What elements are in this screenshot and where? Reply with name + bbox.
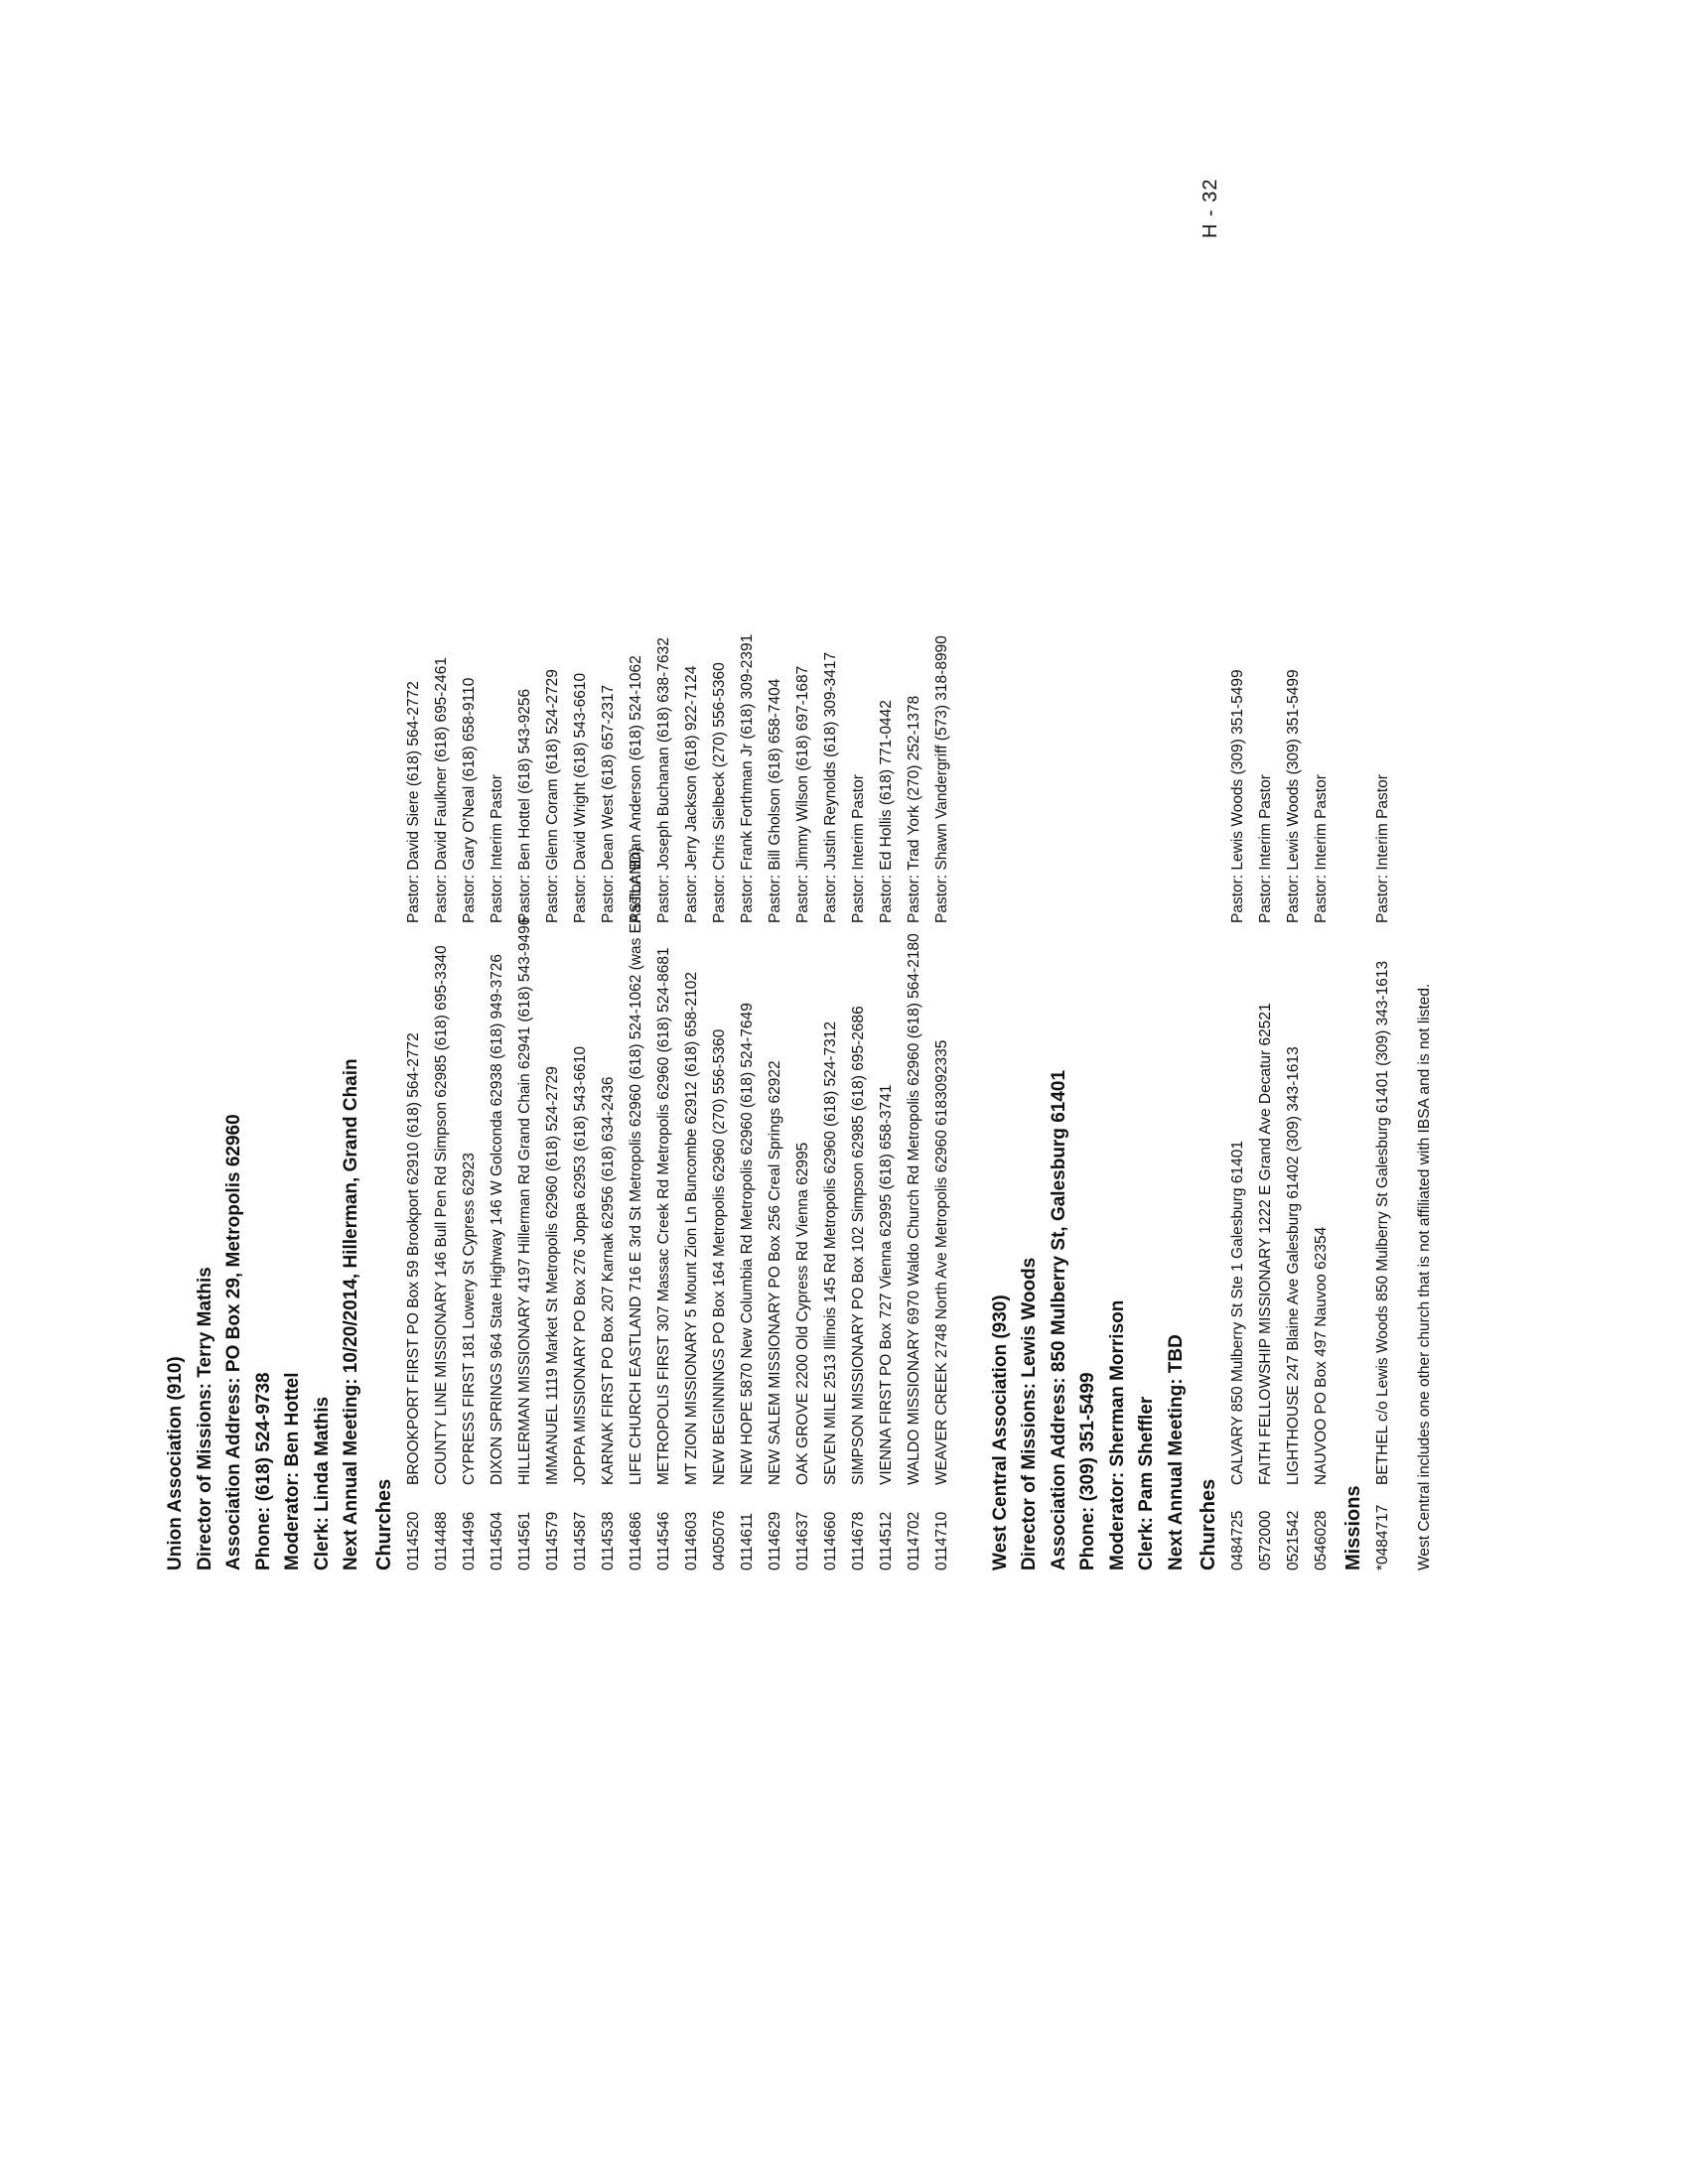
pastor-info: Pastor: Interim Pastor <box>488 774 505 923</box>
church-info: NEW SALEM MISSIONARY PO Box 256 Creal Springs 62922 <box>766 1060 783 1485</box>
church-row <box>845 151 873 1570</box>
pastor-info: Pastor: Trad York (270) 252-1378 <box>905 695 922 923</box>
moderator: Moderator: Ben Hottel <box>282 1372 303 1570</box>
church-id: 0114561 <box>515 1511 533 1570</box>
church-row <box>706 151 734 1570</box>
church-row <box>539 151 567 1570</box>
church-row <box>484 151 511 1570</box>
association-phone: Phone: (309) 351-5499 <box>1077 1372 1098 1570</box>
association-title: Union Association (910) <box>165 1356 186 1570</box>
union-association-section <box>161 151 956 1570</box>
church-row <box>678 151 706 1570</box>
west-central-mission-list <box>1369 151 1397 1570</box>
church-row <box>873 151 901 1570</box>
church-id: 0114710 <box>932 1511 950 1570</box>
church-id: 0114660 <box>821 1511 839 1570</box>
church-id: 0114629 <box>766 1511 783 1570</box>
church-row <box>928 151 956 1570</box>
association-address: Association Address: PO Box 29, Metropolis 62960 <box>223 1114 244 1570</box>
pastor-info: Pastor: Ben Hottel (618) 543-9256 <box>515 688 533 923</box>
church-id: 0405076 <box>710 1510 728 1570</box>
church-id: 0521542 <box>1285 1510 1302 1570</box>
church-id: *0484717 <box>1374 1504 1391 1570</box>
church-id: 0114686 <box>627 1511 644 1570</box>
church-id: 0114496 <box>460 1511 478 1570</box>
pastor-info: Pastor: Jimmy Wilson (618) 697-1687 <box>793 665 811 923</box>
church-id: 0484725 <box>1229 1510 1246 1570</box>
church-row <box>762 151 789 1570</box>
church-row <box>1308 151 1336 1570</box>
church-id: 0114637 <box>793 1511 811 1570</box>
west-central-association-section <box>986 151 1440 1570</box>
pastor-info: Pastor: Interim Pastor <box>1313 774 1330 923</box>
pastor-info: Pastor: Lewis Woods (309) 351-5499 <box>1285 669 1302 923</box>
clerk: Clerk: Pam Sheffler <box>1136 1396 1157 1570</box>
church-id: 0114546 <box>654 1511 672 1570</box>
church-info: MT ZION MISSIONARY 5 Mount Zion Ln Buncombe 62912 (618) 658-2102 <box>682 972 700 1485</box>
church-row <box>623 151 650 1570</box>
church-id: 0114538 <box>599 1511 617 1570</box>
church-id: 0114702 <box>905 1511 922 1570</box>
church-info: DIXON SPRINGS 964 State Highway 146 W Golconda 62938 (618) 949-3726 <box>488 953 505 1485</box>
association-title: West Central Association (930) <box>989 1295 1011 1570</box>
church-info: VIENNA FIRST PO Box 727 Vienna 62995 (618) 658-3741 <box>877 1084 895 1485</box>
pastor-info: Pastor: Joseph Buchanan (618) 638-7632 <box>654 637 672 923</box>
church-info: BETHEL c/o Lewis Woods 850 Mulberry St Galesburg 61401 (309) 343-1613 <box>1374 960 1391 1485</box>
church-info: SIMPSON MISSIONARY PO Box 102 Simpson 62985 (618) 695-2686 <box>849 1006 867 1485</box>
pastor-info: Pastor: Shawn Vandergriff (573) 318-8990 <box>932 635 950 923</box>
union-church-list <box>400 151 956 1570</box>
church-row <box>428 151 456 1570</box>
church-id: 0546028 <box>1313 1510 1330 1570</box>
church-id: 0114512 <box>877 1511 895 1570</box>
church-row <box>1252 151 1280 1570</box>
church-id: 0114504 <box>488 1511 505 1570</box>
pastor-info: Pastor: David Siere (618) 564-2772 <box>404 681 422 923</box>
church-id: 0114488 <box>432 1511 450 1570</box>
director-of-missions: Director of Missions: Terry Mathis <box>194 1267 215 1570</box>
pastor-info: Pastor: Frank Forthman Jr (618) 309-2391 <box>738 633 756 923</box>
next-annual-meeting: Next Annual Meeting: 10/20/2014, Hillerman, Grand Chain <box>341 1058 361 1570</box>
churches-heading: Churches <box>372 1478 395 1570</box>
church-info: SEVEN MILE 2513 Illinois 145 Rd Metropolis 62960 (618) 524-7312 <box>821 1022 839 1485</box>
church-row <box>650 151 678 1570</box>
church-row <box>1224 151 1252 1570</box>
church-info: HILLERMAN MISSIONARY 4197 Hillerman Rd Grand Chain 62941 (618) 543-9496 <box>515 916 533 1485</box>
west-central-church-list <box>1224 151 1336 1570</box>
church-info: NAUVOO PO Box 497 Nauvoo 62354 <box>1313 1226 1330 1485</box>
next-annual-meeting: Next Annual Meeting: TBD <box>1165 1334 1187 1570</box>
rotated-page-content <box>161 151 1491 1570</box>
association-address: Association Address: 850 Mulberry St, Galesburg 61401 <box>1048 1069 1069 1570</box>
missions-heading: Missions <box>1342 1485 1364 1570</box>
church-info: COUNTY LINE MISSIONARY 146 Bull Pen Rd Simpson 62985 (618) 695-3340 <box>432 945 450 1485</box>
church-row <box>789 151 817 1570</box>
church-info: FAITH FELLOWSHIP MISSIONARY 1222 E Grand Ave Decatur 62521 <box>1257 1003 1274 1485</box>
church-info: CYPRESS FIRST 181 Lowery St Cypress 62923 <box>460 1153 478 1485</box>
church-info: METROPOLIS FIRST 307 Massac Creek Rd Metropolis 62960 (618) 524-8681 <box>654 947 672 1485</box>
church-info: LIGHTHOUSE 247 Blaine Ave Galesburg 61402 (309) 343-1613 <box>1285 1046 1302 1485</box>
church-id: 0114678 <box>849 1511 867 1570</box>
pastor-info: Pastor: Bill Gholson (618) 658-7404 <box>766 678 783 923</box>
church-info: NEW BEGINNINGS PO Box 164 Metropolis 62960 (270) 556-5360 <box>710 1028 728 1485</box>
pastor-info: Pastor: Interim Pastor <box>849 774 867 923</box>
church-row <box>567 151 595 1570</box>
pastor-info: Pastor: Justin Reynolds (618) 309-3417 <box>821 651 839 923</box>
pastor-info: Pastor: Interim Pastor <box>1257 774 1274 923</box>
church-row <box>1280 151 1308 1570</box>
page-number: H - 32 <box>1199 178 1221 238</box>
church-info: OAK GROVE 2200 Old Cypress Rd Vienna 62995 <box>793 1142 811 1485</box>
pastor-info: Pastor: Jerry Jackson (618) 922-7124 <box>682 665 700 923</box>
church-id: 0114587 <box>571 1511 589 1570</box>
church-id: 0114520 <box>404 1511 422 1570</box>
pastor-info: Pastor: Ed Hollis (618) 771-0442 <box>877 700 895 923</box>
church-row <box>595 151 623 1570</box>
pastor-info: Pastor: David Wright (618) 543-6610 <box>571 672 589 923</box>
association-phone: Phone: (618) 524-9738 <box>252 1372 274 1570</box>
church-info: KARNAK FIRST PO Box 207 Karnak 62956 (618) 634-2436 <box>599 1076 617 1485</box>
church-row <box>456 151 484 1570</box>
church-id: 0114603 <box>682 1511 700 1570</box>
pastor-info: Pastor: David Faulkner (618) 695-2461 <box>432 657 450 923</box>
church-info: IMMANUEL 1119 Market St Metropolis 62960 (618) 524-2729 <box>543 1066 561 1485</box>
church-info: LIFE CHURCH EASTLAND 716 E 3rd St Metropolis 62960 (618) 524-1062 (was EASTLAND) <box>627 847 644 1485</box>
church-info: WEAVER CREEK 2748 North Ave Metropolis 62960 6183092335 <box>932 1039 950 1485</box>
pastor-info: Pastor: Gary O'Neal (618) 658-9110 <box>460 677 478 923</box>
church-info: WALDO MISSIONARY 6970 Waldo Church Rd Metropolis 62960 (618) 564-2180 <box>905 933 922 1485</box>
church-row <box>400 151 428 1570</box>
church-info: NEW HOPE 5870 New Columbia Rd Metropolis 62960 (618) 524-7649 <box>738 1003 756 1485</box>
pastor-info: Pastor: Lewis Woods (309) 351-5499 <box>1229 669 1246 923</box>
pastor-info: Pastor: Brian Anderson (618) 524-1062 <box>627 655 644 923</box>
moderator: Moderator: Sherman Morrison <box>1106 1299 1128 1570</box>
church-id: 0572000 <box>1257 1510 1274 1570</box>
footnote: West Central includes one other church that is not affiliated with IBSA and is not listed. <box>1416 983 1433 1570</box>
churches-heading: Churches <box>1198 1478 1219 1570</box>
church-info: JOPPA MISSIONARY PO Box 276 Joppa 62953 (618) 543-6610 <box>571 1045 589 1485</box>
church-id: 0114579 <box>543 1511 561 1570</box>
director-of-missions: Director of Missions: Lewis Woods <box>1019 1257 1040 1570</box>
pastor-info: Pastor: Chris Sielbeck (270) 556-5360 <box>710 662 728 923</box>
church-id: 0114611 <box>738 1512 756 1570</box>
church-info: BROOKPORT FIRST PO Box 59 Brookport 62910 (618) 564-2772 <box>404 1032 422 1485</box>
church-row <box>734 151 762 1570</box>
pastor-info: Pastor: Glenn Coram (618) 524-2729 <box>543 669 561 923</box>
clerk: Clerk: Linda Mathis <box>311 1396 333 1570</box>
church-row <box>511 151 539 1570</box>
church-row <box>1369 151 1397 1570</box>
church-info: CALVARY 850 Mulberry St Ste 1 Galesburg 61401 <box>1229 1141 1246 1485</box>
church-row <box>901 151 928 1570</box>
pastor-info: Pastor: Interim Pastor <box>1374 774 1391 923</box>
pastor-info: Pastor: Dean West (618) 657-2317 <box>599 684 617 923</box>
church-row <box>817 151 845 1570</box>
